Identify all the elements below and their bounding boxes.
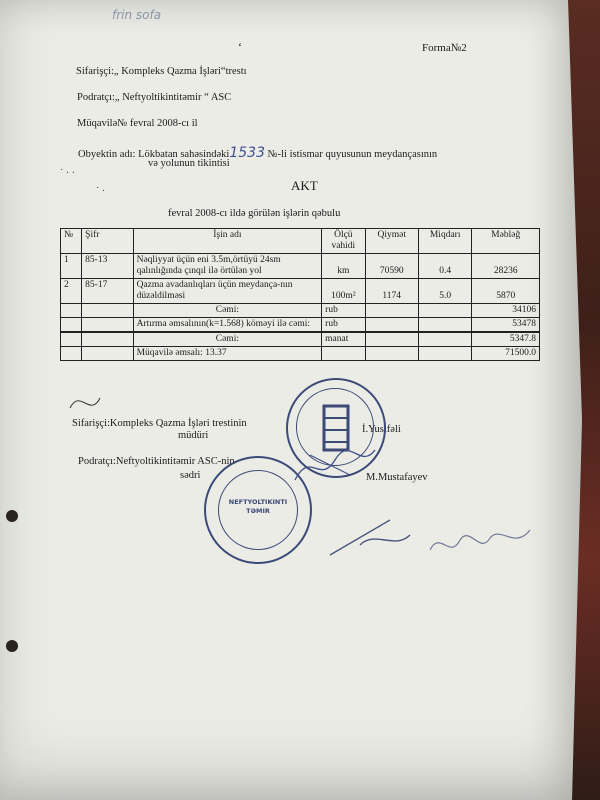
coefficient-row bbox=[61, 318, 540, 333]
contract-coefficient-label: Müqavilə əmsalı: 13.37 bbox=[133, 347, 322, 361]
akt-subtitle: fevral 2008-cı ildə görülən işlərin qəbulu bbox=[168, 208, 341, 219]
row-qty: 5.0 bbox=[418, 279, 471, 304]
signatory-2-role: sədri bbox=[180, 470, 201, 481]
row-sum: 5870 bbox=[472, 279, 540, 304]
subtotal-label: Cəmi: bbox=[133, 304, 322, 318]
well-number-handwritten: 1533 bbox=[229, 145, 265, 161]
signature-2 bbox=[300, 500, 540, 570]
row-no: 2 bbox=[61, 279, 82, 304]
row-name: Qazma avadanlıqları üçün meydança-nın düzəldilməsi bbox=[133, 279, 322, 304]
total-label: Cəmi: bbox=[133, 332, 322, 347]
coefficient-sum: 53478 bbox=[472, 318, 540, 333]
form-label: Forma№2 bbox=[422, 42, 467, 54]
header-unit: Ölçü vahidi bbox=[322, 229, 365, 254]
ink-marks: ˙ · · bbox=[60, 168, 75, 179]
header-no: № bbox=[61, 229, 82, 254]
header-price: Qiymət bbox=[365, 229, 418, 254]
row-name: Nəqliyyat üçün eni 3.5m,örtüyü 24sm qalınlığında çınqıl ilə örtülən yol bbox=[133, 254, 322, 279]
row-qty: 0.4 bbox=[418, 254, 471, 279]
header-name: İşin adı bbox=[133, 229, 322, 254]
row-code: 85-17 bbox=[82, 279, 133, 304]
contract-line: Müqavilə№ fevral 2008-cı il bbox=[77, 118, 198, 129]
table-row bbox=[61, 254, 540, 279]
table-header-row bbox=[61, 229, 540, 254]
subtotal-sum: 34106 bbox=[472, 304, 540, 318]
signatory-2-title: Podratçı:Neftyoltikintitəmir ASC-nin bbox=[78, 456, 235, 467]
signatory-1-title: Sifarişçi:Kompleks Qazma İşləri trestinin bbox=[72, 418, 247, 429]
subtotal-row bbox=[61, 304, 540, 318]
contract-coefficient-row bbox=[61, 347, 540, 361]
contractor-line: Podratçı:„ Neftyoltikintitəmir “ ASC bbox=[77, 92, 232, 103]
row-price: 1174 bbox=[365, 279, 418, 304]
customer-line: Sifarişçi:„ Kompleks Qazma İşləri“trestı bbox=[76, 66, 247, 77]
object-suffix: №-li istismar quyusunun meydançasının bbox=[267, 149, 438, 160]
row-code: 85-13 bbox=[82, 254, 133, 279]
total-sum: 5347.8 bbox=[472, 332, 540, 347]
work-acceptance-table bbox=[60, 228, 540, 361]
signature-1 bbox=[290, 440, 380, 490]
row-no: 1 bbox=[61, 254, 82, 279]
total-unit: manat bbox=[322, 332, 365, 347]
header-code: Şifr bbox=[82, 229, 133, 254]
row-unit: km bbox=[322, 254, 365, 279]
object-prefix: Obyektin adı: Lökbatan sahəsindəki bbox=[78, 149, 230, 160]
coefficient-unit: rub bbox=[322, 318, 365, 333]
object-line bbox=[78, 145, 437, 161]
coefficient-label: Artırma əmsalının(k=1.568) köməyi ilə cəmi: bbox=[133, 318, 322, 333]
header-qty: Miqdarı bbox=[418, 229, 471, 254]
row-sum: 28236 bbox=[472, 254, 540, 279]
total-row bbox=[61, 332, 540, 347]
contract-sum: 71500.0 bbox=[472, 347, 540, 361]
signatory-2-name: M.Mustafayev bbox=[366, 472, 428, 483]
signatory-1-role: müdüri bbox=[178, 430, 209, 441]
subtotal-unit: rub bbox=[322, 304, 365, 318]
punch-hole bbox=[6, 640, 18, 652]
akt-title: AKT bbox=[291, 178, 318, 193]
object-line-2: və yolunun tikintisi bbox=[148, 158, 230, 169]
row-price: 70590 bbox=[365, 254, 418, 279]
ink-scribble bbox=[60, 378, 220, 418]
table-row bbox=[61, 279, 540, 304]
ink-marks: ˙ · bbox=[96, 186, 106, 197]
handwritten-note: frin sofa bbox=[112, 8, 162, 22]
stamp-text: NEFTYOLTIKINTI TƏMIR bbox=[228, 498, 288, 515]
punch-hole bbox=[6, 510, 18, 522]
ink-mark: ‘ bbox=[238, 40, 242, 54]
row-unit: 100m² bbox=[322, 279, 365, 304]
header-sum: Məbləğ bbox=[472, 229, 540, 254]
signatory-1-name: İ.Yusifəli bbox=[362, 424, 401, 435]
